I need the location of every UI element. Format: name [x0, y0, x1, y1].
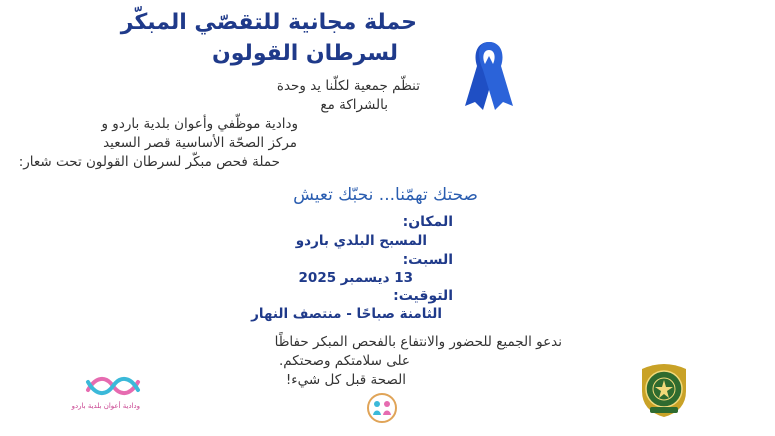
day-label: السبت: [402, 252, 453, 268]
title-line-2: لسرطان القولون [211, 41, 398, 66]
slogan: صحتك تهمّنا... نحبّك تعيش [293, 185, 478, 205]
title-line-1: حملة مجانية للتقصّي المبكّر [120, 10, 417, 35]
closing-line-1: ندعو الجميع للحضور والانتفاع بالفحص المبكر حفاظًا [274, 334, 562, 350]
intro-line-3: ودادية موظّفي وأعوان بلدية باردو و [101, 116, 298, 132]
amicale-logo-icon [82, 372, 144, 400]
amicale-logo [71, 372, 144, 418]
date-value: 13 ديسمبر 2025 [298, 270, 413, 286]
time-label: التوقيت: [393, 288, 453, 304]
intro-line-5: حملة فحص مبكّر لسرطان القولون تحت شعار: [18, 154, 280, 170]
place-label: المكان: [402, 214, 453, 230]
time-value: الثامنة صباحًا - منتصف النهار [251, 306, 442, 322]
intro-line-4: مركز الصحّة الأساسية قصر السعيد [103, 135, 297, 151]
association-logo-icon [366, 392, 398, 424]
intro-line-2: بالشراكة مع [320, 97, 388, 113]
municipality-seal-icon [636, 361, 692, 419]
closing-line-2: على سلامتكم وصحتكم. [279, 353, 410, 369]
intro-line-1: تنظّم جمعية لكلّنا يد وحدة [276, 78, 420, 94]
place-value: المسبح البلدي باردو [295, 233, 427, 249]
awareness-ribbon-icon [455, 36, 523, 116]
closing-line-3: الصحة قبل كل شيء! [285, 372, 406, 388]
amicale-logo-caption: ودادية أعوان بلدية باردو [71, 402, 140, 410]
